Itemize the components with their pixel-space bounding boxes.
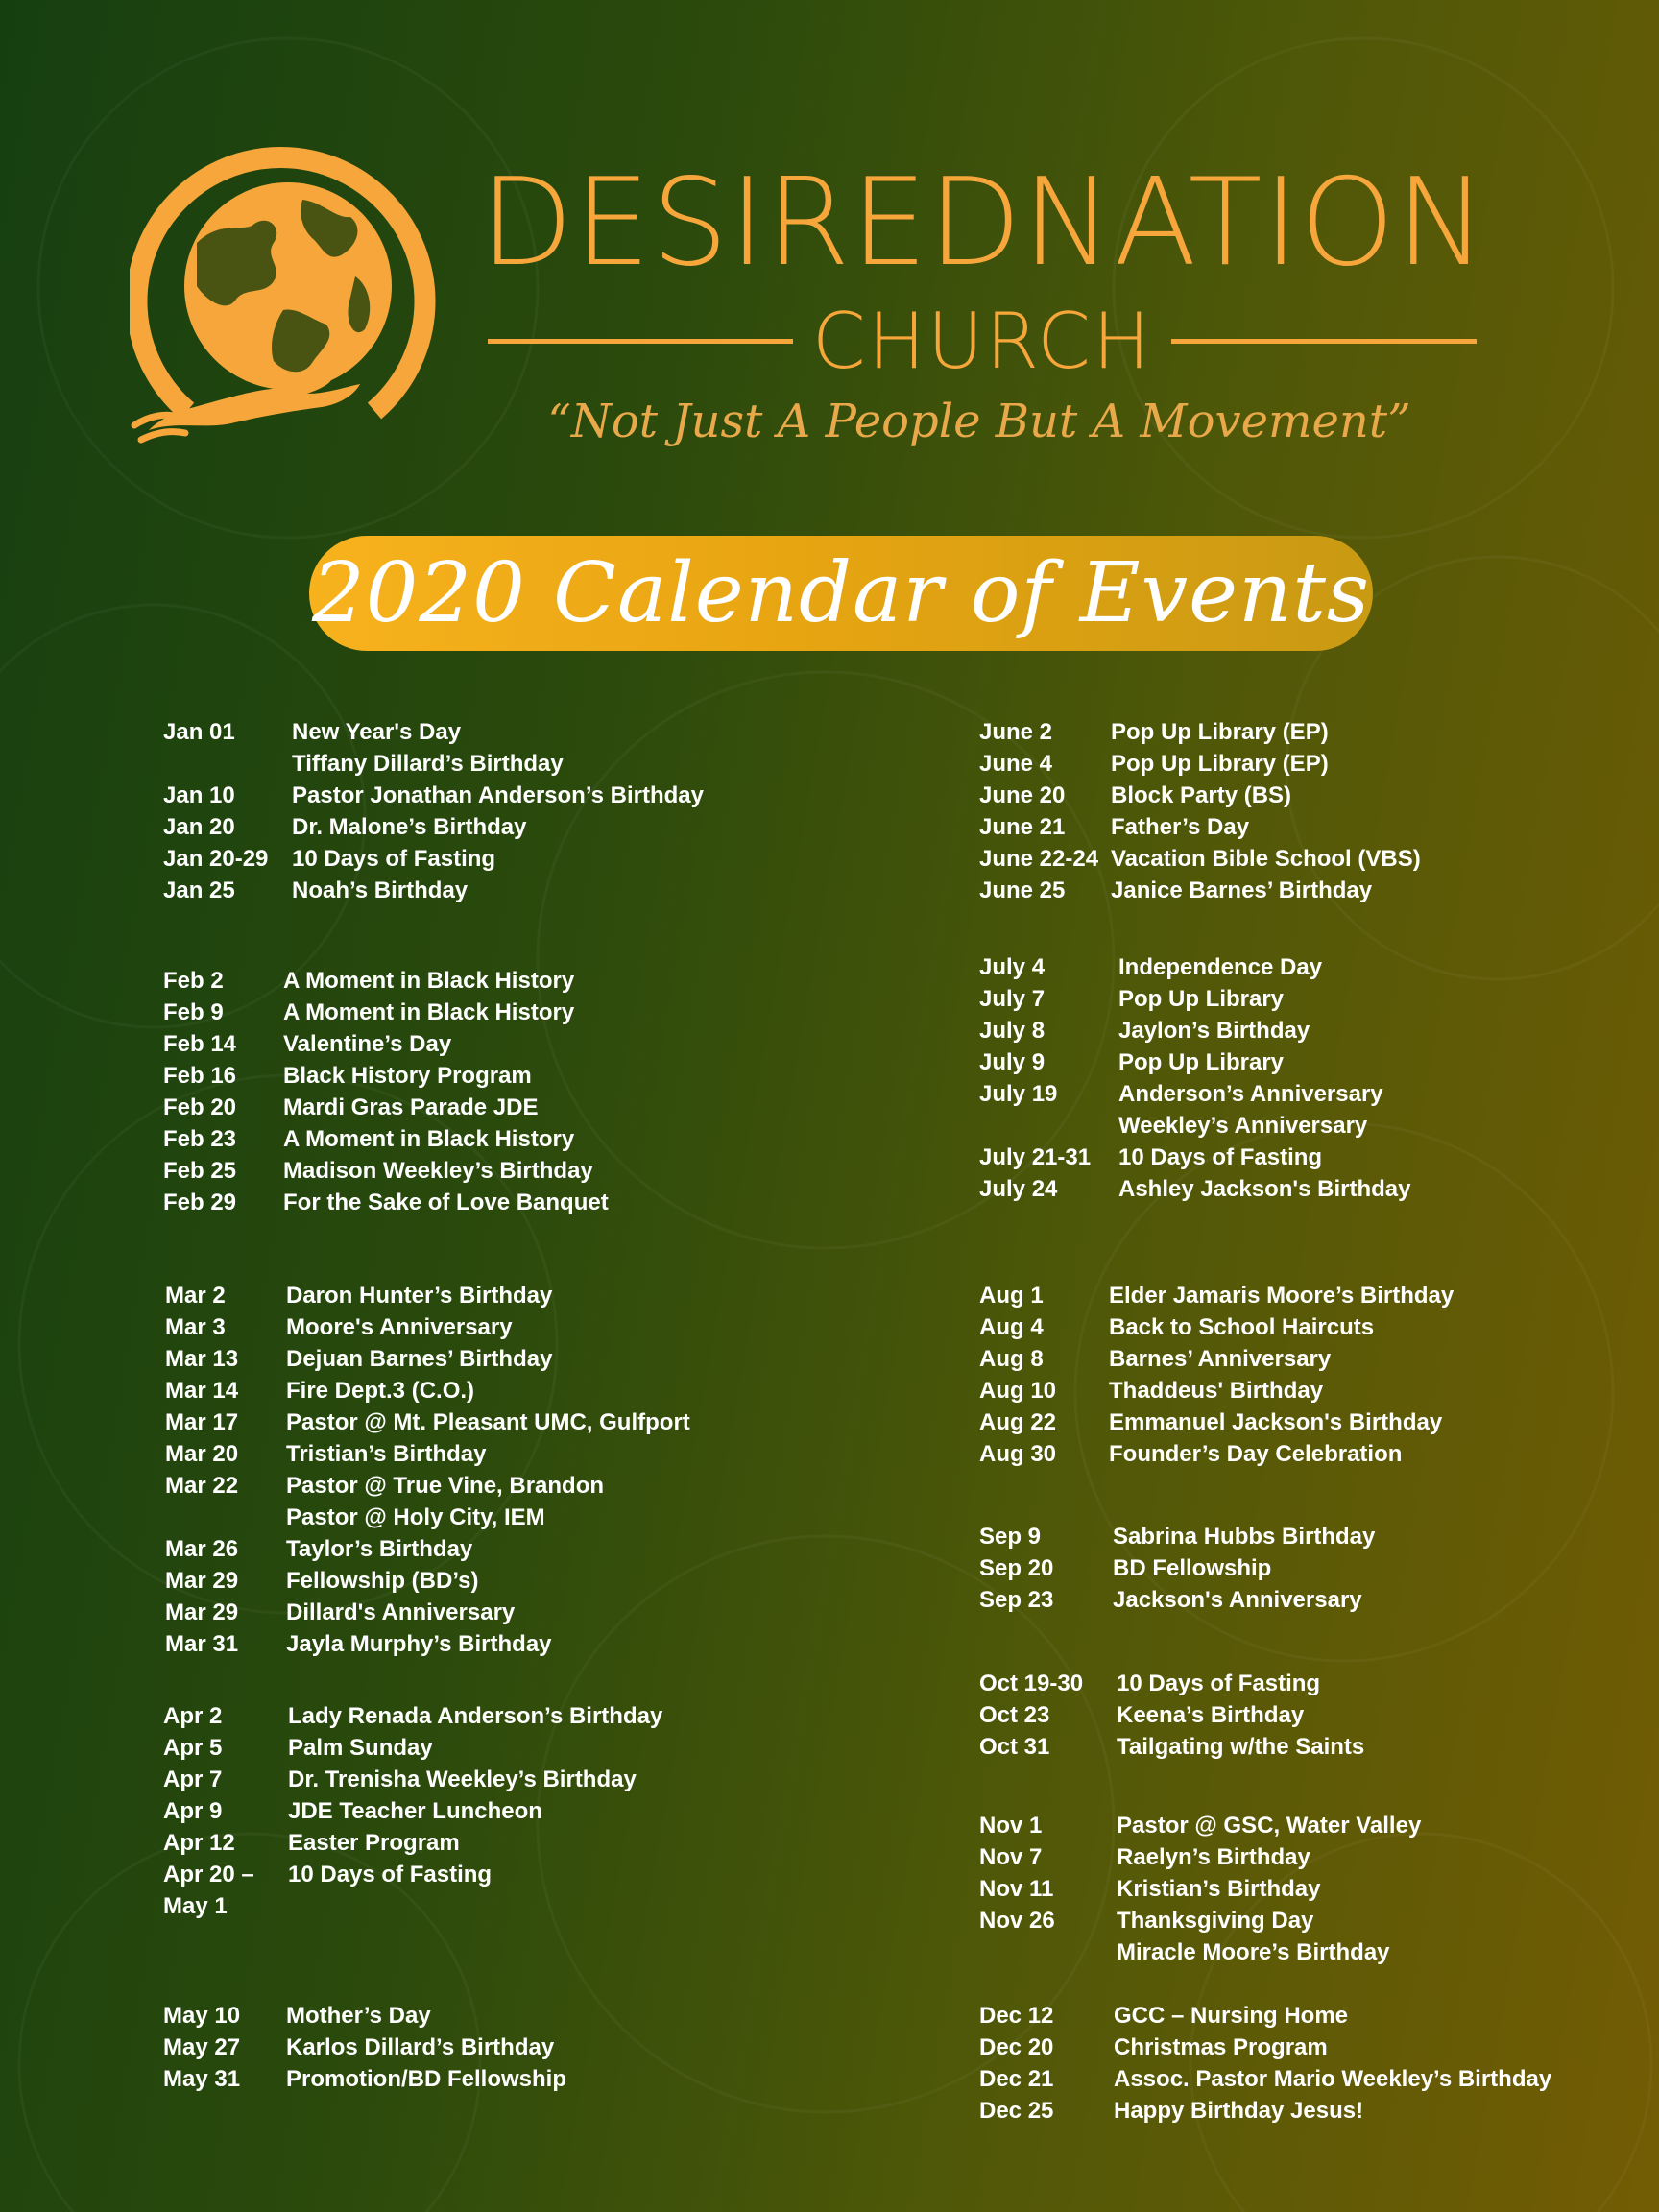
event-date: June 20 bbox=[979, 782, 1066, 808]
event-date: July 24 bbox=[979, 1176, 1058, 1202]
event-date: Feb 2 bbox=[163, 968, 224, 994]
event-description: Ashley Jackson's Birthday bbox=[1118, 1176, 1411, 1202]
event-date: June 21 bbox=[979, 814, 1066, 840]
event-description: Lady Renada Anderson’s Birthday bbox=[288, 1703, 663, 1729]
event-date: Apr 2 bbox=[163, 1703, 223, 1729]
event-date: Mar 14 bbox=[165, 1378, 239, 1404]
event-date: Mar 17 bbox=[165, 1409, 239, 1435]
event-date: Feb 20 bbox=[163, 1094, 237, 1120]
event-description: Independence Day bbox=[1118, 954, 1323, 980]
event-date: Sep 23 bbox=[979, 1587, 1054, 1613]
event-date: Nov 11 bbox=[979, 1876, 1054, 1902]
event-date: June 2 bbox=[979, 719, 1053, 745]
event-date: Mar 2 bbox=[165, 1283, 226, 1309]
event-date: June 22-24 bbox=[979, 846, 1099, 872]
event-description: Tiffany Dillard’s Birthday bbox=[292, 751, 564, 777]
event-date: May 31 bbox=[163, 2066, 241, 2092]
event-description: BD Fellowship bbox=[1113, 1555, 1272, 1581]
event-description: A Moment in Black History bbox=[283, 999, 575, 1025]
calendar-banner bbox=[309, 536, 1373, 651]
event-description: 10 Days of Fasting bbox=[1118, 1144, 1323, 1170]
event-date: Apr 12 bbox=[163, 1830, 235, 1856]
event-date: Mar 3 bbox=[165, 1314, 226, 1340]
event-description: Pop Up Library bbox=[1118, 1049, 1285, 1075]
event-date: Sep 9 bbox=[979, 1524, 1042, 1550]
event-date: Apr 7 bbox=[163, 1767, 223, 1792]
event-date: Feb 23 bbox=[163, 1126, 237, 1152]
event-description: GCC – Nursing Home bbox=[1114, 2003, 1349, 2029]
event-description: Kristian’s Birthday bbox=[1117, 1876, 1321, 1902]
event-description: Vacation Bible School (VBS) bbox=[1111, 846, 1421, 872]
event-description: Pastor @ GSC, Water Valley bbox=[1117, 1813, 1422, 1839]
event-description: Block Party (BS) bbox=[1111, 782, 1292, 808]
event-date: July 19 bbox=[979, 1081, 1058, 1107]
event-description: Thaddeus' Birthday bbox=[1109, 1378, 1324, 1404]
church-subtitle-row bbox=[488, 298, 1477, 386]
event-description: Pop Up Library bbox=[1118, 986, 1285, 1012]
event-date: Nov 1 bbox=[979, 1813, 1043, 1839]
event-date: Mar 29 bbox=[165, 1599, 239, 1625]
event-date: Apr 20 – bbox=[163, 1862, 254, 1887]
event-description: Mother’s Day bbox=[286, 2003, 431, 2029]
event-date: Mar 31 bbox=[165, 1631, 239, 1657]
event-description: Emmanuel Jackson's Birthday bbox=[1109, 1409, 1443, 1435]
event-date: Jan 20 bbox=[163, 814, 235, 840]
event-description: Pastor @ Mt. Pleasant UMC, Gulfport bbox=[286, 1409, 690, 1435]
event-description: Tailgating w/the Saints bbox=[1117, 1734, 1365, 1760]
event-description: Daron Hunter’s Birthday bbox=[286, 1283, 553, 1309]
event-date: July 7 bbox=[979, 986, 1046, 1012]
event-description: For the Sake of Love Banquet bbox=[283, 1190, 609, 1215]
event-date: Aug 8 bbox=[979, 1346, 1044, 1372]
event-description: Keena’s Birthday bbox=[1117, 1702, 1305, 1728]
event-date: Jan 10 bbox=[163, 782, 235, 808]
event-date: Feb 16 bbox=[163, 1063, 237, 1089]
event-date: Dec 21 bbox=[979, 2066, 1054, 2092]
event-description: New Year's Day bbox=[292, 719, 462, 745]
event-description: Barnes’ Anniversary bbox=[1109, 1346, 1332, 1372]
event-date: June 4 bbox=[979, 751, 1053, 777]
event-date: May 1 bbox=[163, 1893, 228, 1919]
event-date: Mar 20 bbox=[165, 1441, 239, 1467]
event-description: Janice Barnes’ Birthday bbox=[1111, 878, 1373, 903]
event-description: Moore's Anniversary bbox=[286, 1314, 513, 1340]
tagline: “Not Just A People But A Movement” bbox=[547, 395, 1411, 448]
event-description: Founder’s Day Celebration bbox=[1109, 1441, 1403, 1467]
event-date: Feb 25 bbox=[163, 1158, 237, 1184]
church-name: DESIREDNATION bbox=[480, 152, 1488, 293]
event-description: Elder Jamaris Moore’s Birthday bbox=[1109, 1283, 1455, 1309]
event-description: A Moment in Black History bbox=[283, 1126, 575, 1152]
event-description: Anderson’s Anniversary bbox=[1118, 1081, 1383, 1107]
event-description: Taylor’s Birthday bbox=[286, 1536, 473, 1562]
church-subtitle: CHURCH bbox=[811, 297, 1153, 386]
event-description: 10 Days of Fasting bbox=[288, 1862, 493, 1887]
event-date: Oct 23 bbox=[979, 1702, 1050, 1728]
event-date: Apr 5 bbox=[163, 1735, 223, 1761]
event-description: Black History Program bbox=[283, 1063, 532, 1089]
event-date: Feb 29 bbox=[163, 1190, 237, 1215]
event-description: Sabrina Hubbs Birthday bbox=[1113, 1524, 1376, 1550]
event-description: Miracle Moore’s Birthday bbox=[1117, 1939, 1390, 1965]
event-date: Aug 10 bbox=[979, 1378, 1057, 1404]
event-date: July 8 bbox=[979, 1018, 1046, 1044]
event-description: Fellowship (BD’s) bbox=[286, 1568, 479, 1594]
event-date: July 21-31 bbox=[979, 1144, 1092, 1170]
event-description: Raelyn’s Birthday bbox=[1117, 1844, 1310, 1870]
event-date: May 27 bbox=[163, 2034, 241, 2060]
calendar-title: 2020 Calendar of Events bbox=[311, 545, 1371, 641]
event-date: July 4 bbox=[979, 954, 1046, 980]
event-description: Jaylon’s Birthday bbox=[1118, 1018, 1310, 1044]
event-description: JDE Teacher Luncheon bbox=[288, 1798, 542, 1824]
event-description: Palm Sunday bbox=[288, 1735, 433, 1761]
event-description: Easter Program bbox=[288, 1830, 460, 1856]
event-date: Apr 9 bbox=[163, 1798, 223, 1824]
event-description: Noah’s Birthday bbox=[292, 878, 469, 903]
event-description: A Moment in Black History bbox=[283, 968, 575, 994]
event-date: Feb 14 bbox=[163, 1031, 237, 1057]
event-description: Christmas Program bbox=[1114, 2034, 1328, 2060]
event-date: Jan 20-29 bbox=[163, 846, 269, 872]
event-date: Dec 25 bbox=[979, 2098, 1054, 2124]
event-date: Oct 19-30 bbox=[979, 1671, 1084, 1696]
event-description: Valentine’s Day bbox=[283, 1031, 452, 1057]
event-description: Assoc. Pastor Mario Weekley’s Birthday bbox=[1114, 2066, 1552, 2092]
event-description: Pastor @ True Vine, Brandon bbox=[286, 1473, 605, 1499]
event-date: Mar 26 bbox=[165, 1536, 239, 1562]
event-description: Father’s Day bbox=[1111, 814, 1250, 840]
event-description: Jackson's Anniversary bbox=[1113, 1587, 1362, 1613]
event-date: Dec 12 bbox=[979, 2003, 1054, 2029]
event-description: Pastor Jonathan Anderson’s Birthday bbox=[292, 782, 704, 808]
event-description: Pop Up Library (EP) bbox=[1111, 751, 1329, 777]
church-header bbox=[0, 0, 1659, 499]
event-date: Feb 9 bbox=[163, 999, 224, 1025]
event-date: Aug 1 bbox=[979, 1283, 1044, 1309]
event-description: Back to School Haircuts bbox=[1109, 1314, 1375, 1340]
event-date: Mar 13 bbox=[165, 1346, 239, 1372]
event-description: Madison Weekley’s Birthday bbox=[283, 1158, 593, 1184]
event-description: Pop Up Library (EP) bbox=[1111, 719, 1329, 745]
event-date: Aug 30 bbox=[979, 1441, 1057, 1467]
event-date: Nov 7 bbox=[979, 1844, 1043, 1870]
event-description: Jayla Murphy’s Birthday bbox=[286, 1631, 552, 1657]
event-description: 10 Days of Fasting bbox=[1117, 1671, 1321, 1696]
event-date: Mar 22 bbox=[165, 1473, 239, 1499]
globe-hand-icon bbox=[130, 142, 446, 459]
divider-line bbox=[488, 339, 793, 344]
event-description: Dr. Malone’s Birthday bbox=[292, 814, 527, 840]
event-date: July 9 bbox=[979, 1049, 1046, 1075]
event-date: Jan 01 bbox=[163, 719, 235, 745]
event-description: Thanksgiving Day bbox=[1117, 1908, 1314, 1934]
event-date: Oct 31 bbox=[979, 1734, 1050, 1760]
event-date: June 25 bbox=[979, 878, 1066, 903]
event-description: Weekley’s Anniversary bbox=[1118, 1113, 1368, 1139]
event-description: Karlos Dillard’s Birthday bbox=[286, 2034, 555, 2060]
event-date: Sep 20 bbox=[979, 1555, 1054, 1581]
event-description: Happy Birthday Jesus! bbox=[1114, 2098, 1364, 2124]
divider-line bbox=[1171, 339, 1477, 344]
event-date: Aug 4 bbox=[979, 1314, 1044, 1340]
event-date: Mar 29 bbox=[165, 1568, 239, 1594]
event-date: Nov 26 bbox=[979, 1908, 1055, 1934]
event-date: Aug 22 bbox=[979, 1409, 1057, 1435]
event-date: Jan 25 bbox=[163, 878, 235, 903]
event-date: May 10 bbox=[163, 2003, 241, 2029]
event-description: Mardi Gras Parade JDE bbox=[283, 1094, 539, 1120]
event-date: Dec 20 bbox=[979, 2034, 1054, 2060]
event-description: Promotion/BD Fellowship bbox=[286, 2066, 566, 2092]
event-description: Dillard's Anniversary bbox=[286, 1599, 516, 1625]
event-description: Dr. Trenisha Weekley’s Birthday bbox=[288, 1767, 637, 1792]
event-description: Tristian’s Birthday bbox=[286, 1441, 487, 1467]
event-description: 10 Days of Fasting bbox=[292, 846, 496, 872]
event-description: Dejuan Barnes’ Birthday bbox=[286, 1346, 553, 1372]
event-description: Pastor @ Holy City, IEM bbox=[286, 1504, 545, 1530]
event-description: Fire Dept.3 (C.O.) bbox=[286, 1378, 475, 1404]
